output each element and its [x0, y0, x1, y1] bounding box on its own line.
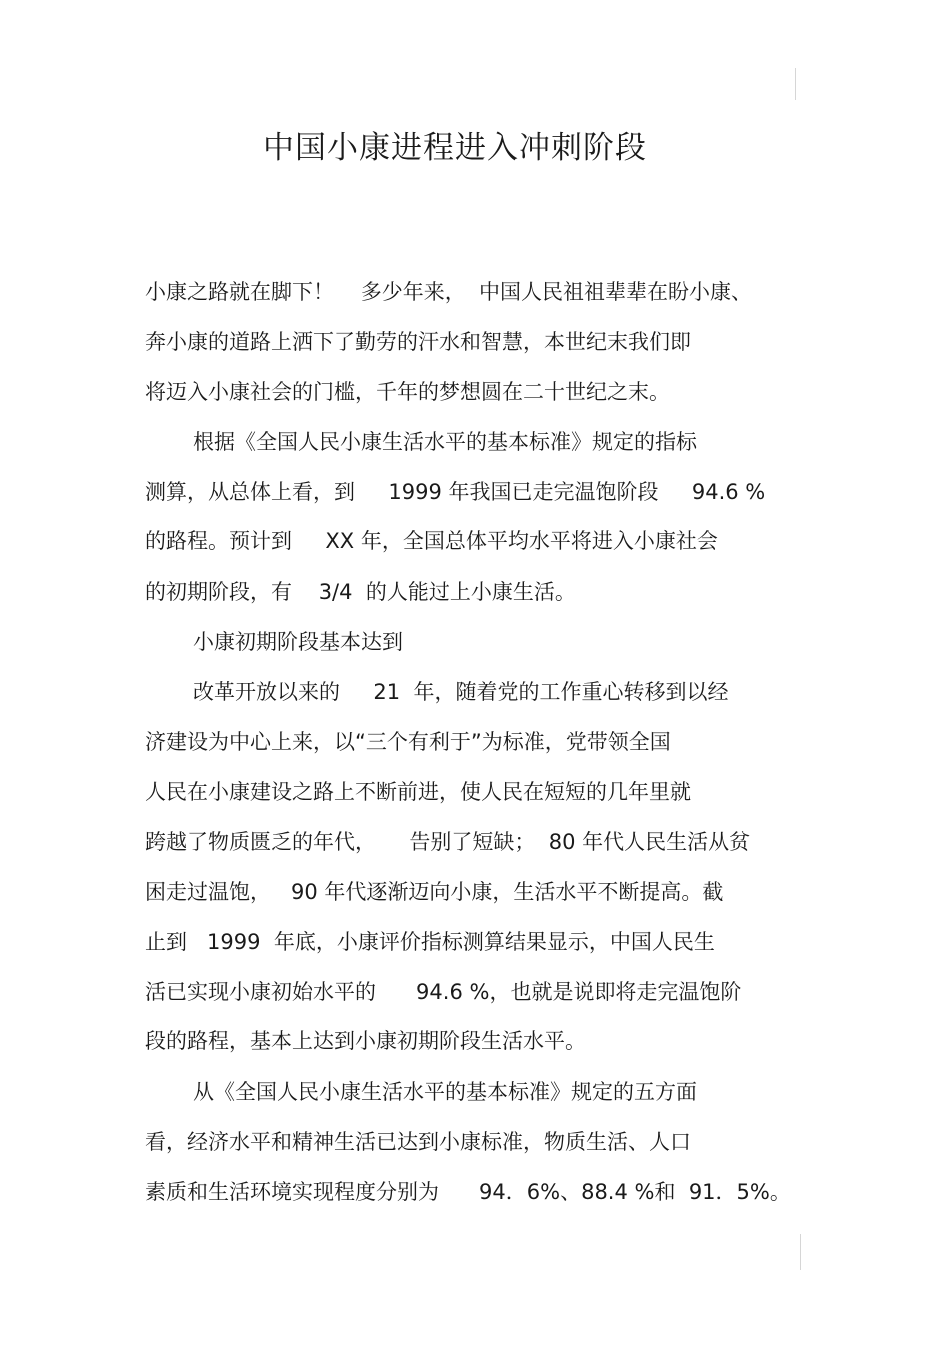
text-line-13: 困走过温饱， 90 年代逐渐迈向小康，生活水平不断提高。截	[145, 880, 724, 904]
text-line-2: 奔小康的道路上洒下了勤劳的汗水和智慧，本世纪末我们即	[145, 330, 691, 354]
text-line-5: 测算，从总体上看，到 1999 年我国已走完温饱阶段 94.6 %	[145, 480, 766, 504]
text-line-16: 段的路程，基本上达到小康初期阶段生活水平。	[145, 1029, 586, 1053]
section-heading: 小康初期阶段基本达到	[193, 630, 403, 654]
text-line-7: 的初期阶段，有 3/4 的人能过上小康生活。	[145, 580, 576, 604]
text-line-1: 小康之路就在脚下！ 多少年来， 中国人民祖祖辈辈在盼小康、	[145, 280, 753, 304]
text-line-10: 济建设为中心上来，以“三个有利于”为标准，党带领全国	[145, 730, 671, 754]
text-line-18: 看，经济水平和精神生活已达到小康标准，物质生活、人口	[145, 1130, 691, 1154]
text-line-4: 根据《全国人民小康生活水平的基本标准》规定的指标	[193, 430, 697, 454]
text-line-15: 活已实现小康初始水平的 94.6 %，也就是说即将走完温饱阶	[145, 980, 742, 1004]
document-title: 中国小康进程进入冲刺阶段	[263, 130, 647, 166]
text-line-11: 人民在小康建设之路上不断前进，使人民在短短的几年里就	[145, 780, 691, 804]
crop-mark-bottom	[800, 1234, 801, 1270]
text-line-6: 的路程。预计到 XX 年，全国总体平均水平将进入小康社会	[145, 529, 718, 553]
text-line-14: 止到 1999 年底，小康评价指标测算结果显示，中国人民生	[145, 930, 715, 954]
text-line-17: 从《全国人民小康生活水平的基本标准》规定的五方面	[193, 1080, 697, 1104]
crop-mark-top	[795, 68, 796, 100]
text-line-19: 素质和生活环境实现程度分别为 94．6%、88.4 %和 91．5%。	[145, 1180, 791, 1204]
text-line-3: 将迈入小康社会的门槛，千年的梦想圆在二十世纪之末。	[145, 380, 670, 404]
text-line-12: 跨越了物质匮乏的年代， 告别了短缺； 80 年代人民生活从贫	[145, 830, 751, 854]
text-line-9: 改革开放以来的 21 年，随着党的工作重心转移到以经	[193, 680, 729, 704]
